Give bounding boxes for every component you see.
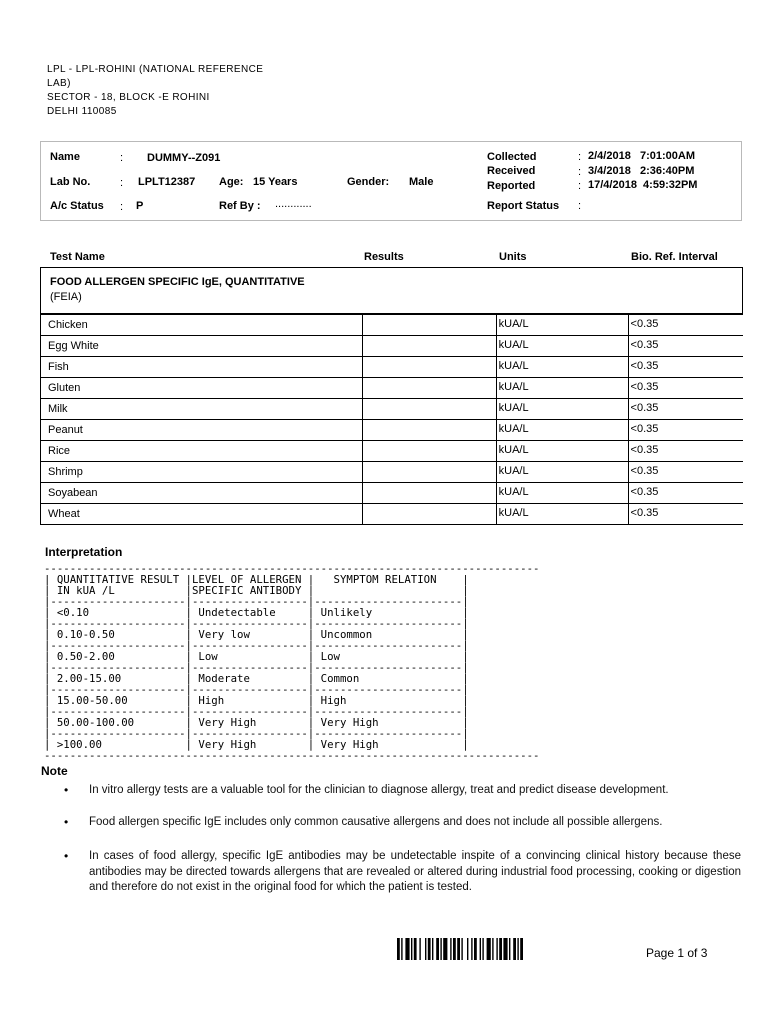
- barcode-bar: [499, 938, 502, 960]
- test-name-cell: Shrimp: [41, 462, 363, 483]
- interpretation-table: ----------------------------------------------------------------------------- | QUANTITATIVE RESULT |LEVEL OF ALLERGEN | SYMPTOM RELATION | | IN kUA /L |SPECIFIC ANTIBODY | | |---------------------|------------------|-----------------------| | <0.10 | Undetectable | Unlikely | |---------------------|------------------|-----------------------| | 0.10-0.50 | Very low | Uncommon | |---------------------|------------------|-----------------------| | 0.50-2.00 | Low | Low | |---------------------|------------------|-----------------------| | 2.00-15.00 | Moderate | Common | |---------------------|------------------|-----------------------| | 15.00-50.00 | High | High | |---------------------|------------------|-----------------------| | 50.00-100.00 | Very High | Very High | |---------------------|------------------|-----------------------| | >100.00 | Very High | Very High | -----------------------------------------------------------------------------: [44, 562, 540, 762]
- barcode-bar: [428, 938, 431, 960]
- col-header-results: Results: [364, 251, 404, 263]
- result-cell: [362, 357, 496, 378]
- unit-cell: kUA/L: [496, 378, 628, 399]
- result-cell: [362, 336, 496, 357]
- reported-value: 17/4/2018 4:59:32PM: [588, 179, 698, 191]
- reported-label: Reported: [487, 180, 536, 192]
- result-cell: [362, 483, 496, 504]
- test-name-cell: Chicken: [41, 315, 363, 336]
- age-value: 15 Years: [253, 176, 298, 188]
- test-name-cell: Milk: [41, 399, 363, 420]
- bullet-icon: •: [64, 783, 69, 797]
- lab-no-value: LPLT12387: [138, 176, 196, 188]
- barcode-bar: [513, 938, 516, 960]
- barcode-bar: [405, 938, 409, 960]
- colon: :: [578, 200, 582, 212]
- page-number: Page 1 of 3: [646, 946, 708, 960]
- received-label: Received: [487, 165, 536, 177]
- note-item: Food allergen specific IgE includes only common causative allergens and does not include all possible allergens.: [89, 816, 663, 828]
- result-cell: [362, 462, 496, 483]
- ac-status-value: P: [136, 200, 144, 212]
- barcode-bar: [432, 938, 433, 960]
- unit-cell: kUA/L: [496, 336, 628, 357]
- test-name-cell: Soyabean: [41, 483, 363, 504]
- table-row: [41, 420, 744, 441]
- barcode: [397, 938, 565, 960]
- unit-cell: kUA/L: [496, 462, 628, 483]
- report-status-label: Report Status: [487, 200, 560, 212]
- test-title-box: [40, 267, 743, 314]
- barcode-bar: [482, 938, 483, 960]
- patient-name: DUMMY--Z091: [147, 152, 221, 164]
- result-cell: [362, 504, 496, 525]
- ref-interval-cell: <0.35: [628, 420, 743, 441]
- barcode-bar: [471, 938, 472, 960]
- barcode-bar: [436, 938, 439, 960]
- table-row: [41, 336, 744, 357]
- barcode-bar: [401, 938, 402, 960]
- barcode-bar: [474, 938, 477, 960]
- collected-label: Collected: [487, 151, 537, 163]
- ref-interval-cell: <0.35: [628, 462, 743, 483]
- result-cell: [362, 399, 496, 420]
- ref-by-label: Ref By :: [219, 200, 261, 212]
- barcode-bar: [480, 938, 481, 960]
- colon: :: [120, 177, 124, 189]
- ref-interval-cell: <0.35: [628, 315, 743, 336]
- table-row: [41, 378, 744, 399]
- table-row: [41, 399, 744, 420]
- table-row: [41, 441, 744, 462]
- col-header-units: Units: [499, 251, 527, 263]
- table-row: [41, 483, 744, 504]
- ref-interval-cell: <0.35: [628, 357, 743, 378]
- barcode-bar: [453, 938, 456, 960]
- colon: :: [120, 201, 124, 213]
- lab-no-label: Lab No.: [50, 176, 91, 188]
- test-name-cell: Wheat: [41, 504, 363, 525]
- lab-address-line: SECTOR - 18, BLOCK -E ROHINI: [47, 92, 210, 103]
- barcode-bar: [425, 938, 426, 960]
- unit-cell: kUA/L: [496, 315, 628, 336]
- bullet-icon: •: [64, 815, 69, 829]
- unit-cell: kUA/L: [496, 441, 628, 462]
- note-item: In vitro allergy tests are a valuable tool for the clinician to diagnose allergy, treat and predict disease development.: [89, 784, 669, 796]
- lab-name-line-1: LPL - LPL-ROHINI (NATIONAL REFERENCE: [47, 64, 264, 75]
- test-title: FOOD ALLERGEN SPECIFIC IgE, QUANTITATIVE: [50, 276, 305, 288]
- col-header-test-name: Test Name: [50, 251, 105, 263]
- ref-interval-cell: <0.35: [628, 378, 743, 399]
- ref-interval-cell: <0.35: [628, 483, 743, 504]
- barcode-bar: [443, 938, 447, 960]
- gender-label: Gender:: [347, 176, 390, 188]
- barcode-bar: [411, 938, 412, 960]
- lab-name-line-2: LAB): [47, 78, 71, 89]
- barcode-bar: [467, 938, 468, 960]
- barcode-bar: [509, 938, 510, 960]
- unit-cell: kUA/L: [496, 483, 628, 504]
- colon: :: [578, 180, 582, 192]
- barcode-bar: [503, 938, 507, 960]
- test-name-cell: Rice: [41, 441, 363, 462]
- ac-status-label: A/c Status: [50, 200, 104, 212]
- barcode-bar: [419, 938, 420, 960]
- barcode-bar: [520, 938, 523, 960]
- ref-interval-cell: <0.35: [628, 441, 743, 462]
- unit-cell: kUA/L: [496, 420, 628, 441]
- test-method: (FEIA): [50, 291, 82, 303]
- barcode-bar: [397, 938, 400, 960]
- unit-cell: kUA/L: [496, 357, 628, 378]
- name-label: Name: [50, 151, 80, 163]
- barcode-bar: [457, 938, 460, 960]
- lab-city-line: DELHI 110085: [47, 106, 117, 117]
- barcode-bar: [461, 938, 462, 960]
- barcode-bar: [450, 938, 451, 960]
- colon: :: [578, 166, 582, 178]
- unit-cell: kUA/L: [496, 504, 628, 525]
- barcode-bar: [496, 938, 497, 960]
- note-item: In cases of food allergy, specific IgE antibodies may be undetectable inspite of a convincing clinical history because these antibodies may be directed towards allergens that are revealed or altered during industrial food processing, cooking or digestion and therefore do not exist in the original food for which the patient is tested.: [89, 850, 741, 893]
- ref-interval-cell: <0.35: [628, 336, 743, 357]
- received-value: 3/4/2018 2:36:40PM: [588, 165, 695, 177]
- result-cell: [362, 420, 496, 441]
- col-header-ref-interval: Bio. Ref. Interval: [631, 251, 718, 263]
- unit-cell: kUA/L: [496, 399, 628, 420]
- patient-info-box: [40, 141, 742, 221]
- bullet-icon: •: [64, 849, 69, 863]
- ref-interval-cell: <0.35: [628, 399, 743, 420]
- collected-value: 2/4/2018 7:01:00AM: [588, 150, 696, 162]
- barcode-bar: [414, 938, 417, 960]
- colon: :: [578, 151, 582, 163]
- result-cell: [362, 378, 496, 399]
- result-cell: [362, 315, 496, 336]
- gender-value: Male: [409, 176, 434, 188]
- barcode-bar: [517, 938, 518, 960]
- note-heading: Note: [41, 764, 68, 778]
- table-row: [41, 504, 744, 525]
- table-row: [41, 315, 744, 336]
- table-row: [41, 357, 744, 378]
- results-table: [40, 314, 743, 525]
- interpretation-heading: Interpretation: [45, 545, 123, 559]
- table-row: [41, 462, 744, 483]
- ref-interval-cell: <0.35: [628, 504, 743, 525]
- ref-by-value: ............: [275, 198, 312, 210]
- colon: :: [120, 152, 124, 164]
- test-name-cell: Peanut: [41, 420, 363, 441]
- test-name-cell: Gluten: [41, 378, 363, 399]
- barcode-bar: [440, 938, 441, 960]
- age-label: Age:: [219, 176, 244, 188]
- result-cell: [362, 441, 496, 462]
- test-name-cell: Egg White: [41, 336, 363, 357]
- test-name-cell: Fish: [41, 357, 363, 378]
- barcode-bar: [492, 938, 493, 960]
- barcode-bar: [487, 938, 491, 960]
